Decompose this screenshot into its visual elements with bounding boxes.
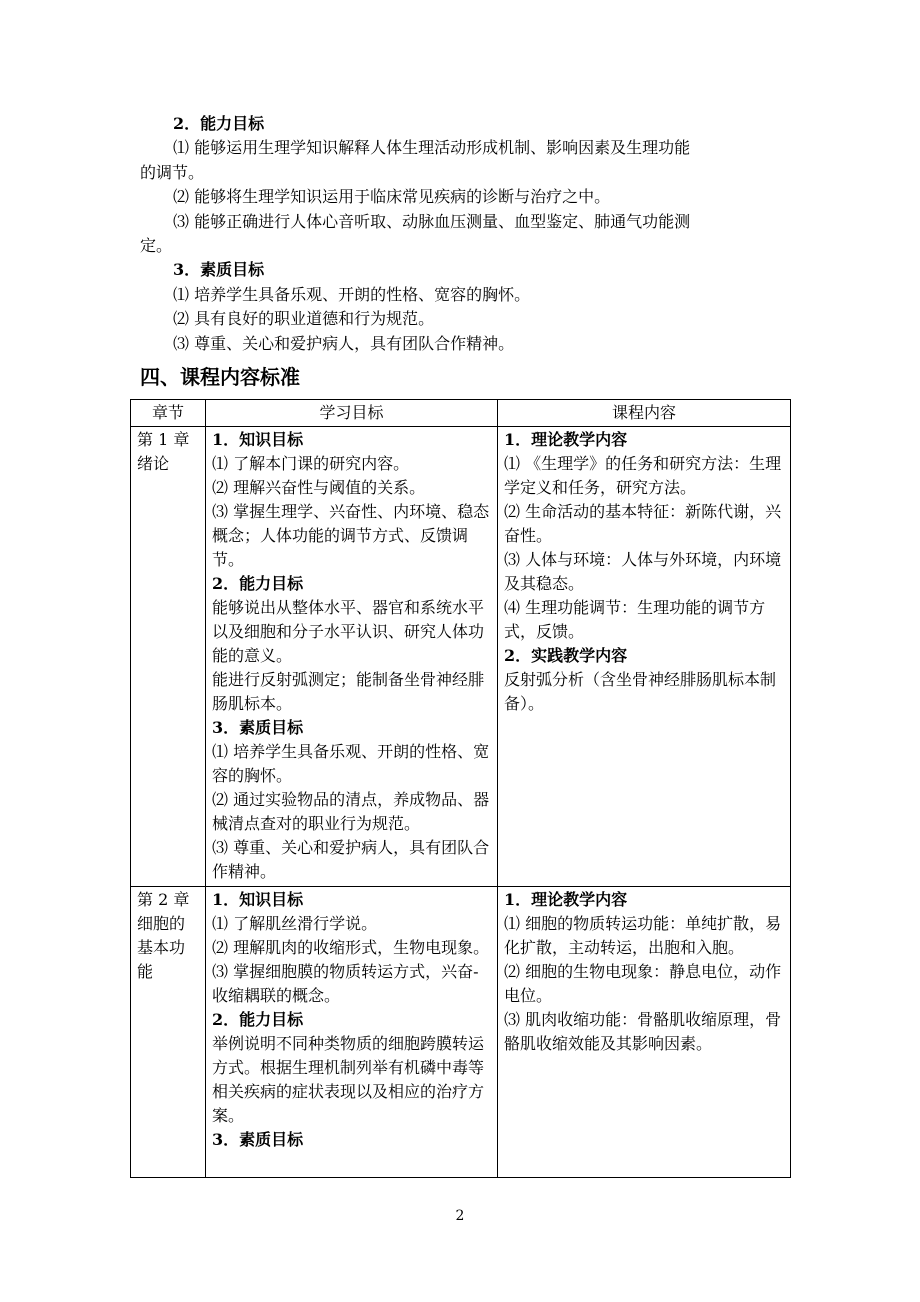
- content-line: ⑴ 《生理学》的任务和研究方法：生理学定义和任务，研究方法。: [504, 454, 782, 497]
- chapter-cell: [131, 427, 206, 887]
- chapter-label: 绪论: [137, 454, 170, 473]
- goal-line: ⑵ 理解兴奋性与阈值的关系。: [212, 478, 426, 497]
- content-line-heading: 2．实践教学内容: [504, 646, 628, 665]
- goal-line: ⑴ 了解肌丝滑行学说。: [212, 914, 378, 933]
- table-row: [131, 887, 791, 1178]
- chapter-label: 基本功: [137, 938, 186, 957]
- content-line: ⑴ 细胞的物质转运功能：单纯扩散，易化扩散，主动转运，出胞和入胞。: [504, 914, 782, 957]
- goal-line: 举例说明不同种类物质的细胞跨膜转运方式。根据生理机制列举有机磷中毒等相关疾病的症状表现以及相应的治疗方案。: [212, 1034, 485, 1125]
- goal-line-heading: 3．素质目标: [212, 718, 304, 737]
- content-line: ⑷ 生理功能调节：生理功能的调节方式，反馈。: [504, 598, 766, 641]
- quality-item: ⑶ 尊重、关心和爱护病人，具有团队合作精神。: [173, 333, 515, 353]
- goal-line: 能够说出从整体水平、器官和系统水平以及细胞和分子水平认识、研究人体功能的意义。: [212, 598, 485, 665]
- goal-line-heading: 2．能力目标: [212, 1010, 304, 1029]
- ability-item: ⑴ 能够运用生理学知识解释人体生理活动形成机制、影响因素及生理功能: [173, 138, 691, 158]
- chapter-label: 第 1 章: [137, 430, 190, 449]
- intro-objectives: [140, 112, 790, 356]
- ability-heading: 2．能力目标: [173, 114, 265, 133]
- chapter-label: 细胞的: [137, 914, 186, 933]
- content-line: ⑶ 肌肉收缩功能：骨骼肌收缩原理，骨骼肌收缩效能及其影响因素。: [504, 1010, 782, 1053]
- chapter-label: 能: [137, 962, 154, 981]
- learning-goals-cell: [206, 887, 498, 1178]
- quality-item: ⑵ 具有良好的职业道德和行为规范。: [173, 309, 435, 329]
- quality-item: ⑴ 培养学生具备乐观、开朗的性格、宽容的胸怀。: [173, 284, 531, 304]
- content-line-heading: 1．理论教学内容: [504, 890, 628, 909]
- goal-line-heading: 1．知识目标: [212, 430, 304, 449]
- table-row: [131, 427, 791, 887]
- content-line-heading: 1．理论教学内容: [504, 430, 628, 449]
- ability-item-cont: 的调节。: [140, 162, 205, 182]
- goal-line: 能进行反射弧测定；能制备坐骨神经腓肠肌标本。: [212, 670, 485, 713]
- goal-line: ⑴ 培养学生具备乐观、开朗的性格、宽容的胸怀。: [212, 742, 490, 785]
- goal-line: ⑶ 尊重、关心和爱护病人，具有团队合作精神。: [212, 838, 490, 881]
- course-content-cell: [498, 427, 791, 887]
- ability-item-cont: 定。: [140, 236, 173, 256]
- chapter-label: 第 2 章: [137, 890, 190, 909]
- goal-line-heading: 1．知识目标: [212, 890, 304, 909]
- ability-item: ⑶ 能够正确进行人体心音听取、动脉血压测量、血型鉴定、肺通气功能测: [173, 211, 691, 231]
- content-line: 反射弧分析（含坐骨神经腓肠肌标本制备）。: [504, 670, 777, 713]
- header-chapter: 章节: [131, 400, 206, 427]
- quality-heading: 3．素质目标: [173, 260, 265, 280]
- content-line: ⑶ 人体与环境：人体与外环境，内环境及其稳态。: [504, 550, 782, 593]
- goal-line-heading: 3．素质目标: [212, 1130, 304, 1149]
- page-number: 2: [455, 1208, 465, 1224]
- course-content-cell: [498, 887, 791, 1178]
- goal-line: ⑶ 掌握细胞膜的物质转运方式，兴奋-收缩耦联的概念。: [212, 962, 479, 1005]
- content-line: ⑵ 细胞的生物电现象：静息电位，动作电位。: [504, 962, 782, 1005]
- table-header-row: [131, 400, 791, 427]
- goal-line: ⑵ 通过实验物品的清点，养成物品、器械清点查对的职业行为规范。: [212, 790, 490, 833]
- content-line: ⑵ 生命活动的基本特征：新陈代谢，兴奋性。: [504, 502, 782, 545]
- learning-goals-cell: [206, 427, 498, 887]
- goal-line-heading: 2．能力目标: [212, 574, 304, 593]
- course-content-table: [130, 399, 791, 1178]
- ability-item: ⑵ 能够将生理学知识运用于临床常见疾病的诊断与治疗之中。: [173, 187, 611, 207]
- header-content: 课程内容: [498, 400, 791, 427]
- goal-line: ⑵ 理解肌肉的收缩形式，生物电现象。: [212, 938, 490, 957]
- section-title: 四、课程内容标准: [140, 365, 300, 389]
- goal-line: ⑴ 了解本门课的研究内容。: [212, 454, 410, 473]
- chapter-cell: [131, 887, 206, 1178]
- goal-line: ⑶ 掌握生理学、兴奋性、内环境、稳态概念；人体功能的调节方式、反馈调节。: [212, 502, 490, 569]
- header-goals: 学习目标: [206, 400, 498, 427]
